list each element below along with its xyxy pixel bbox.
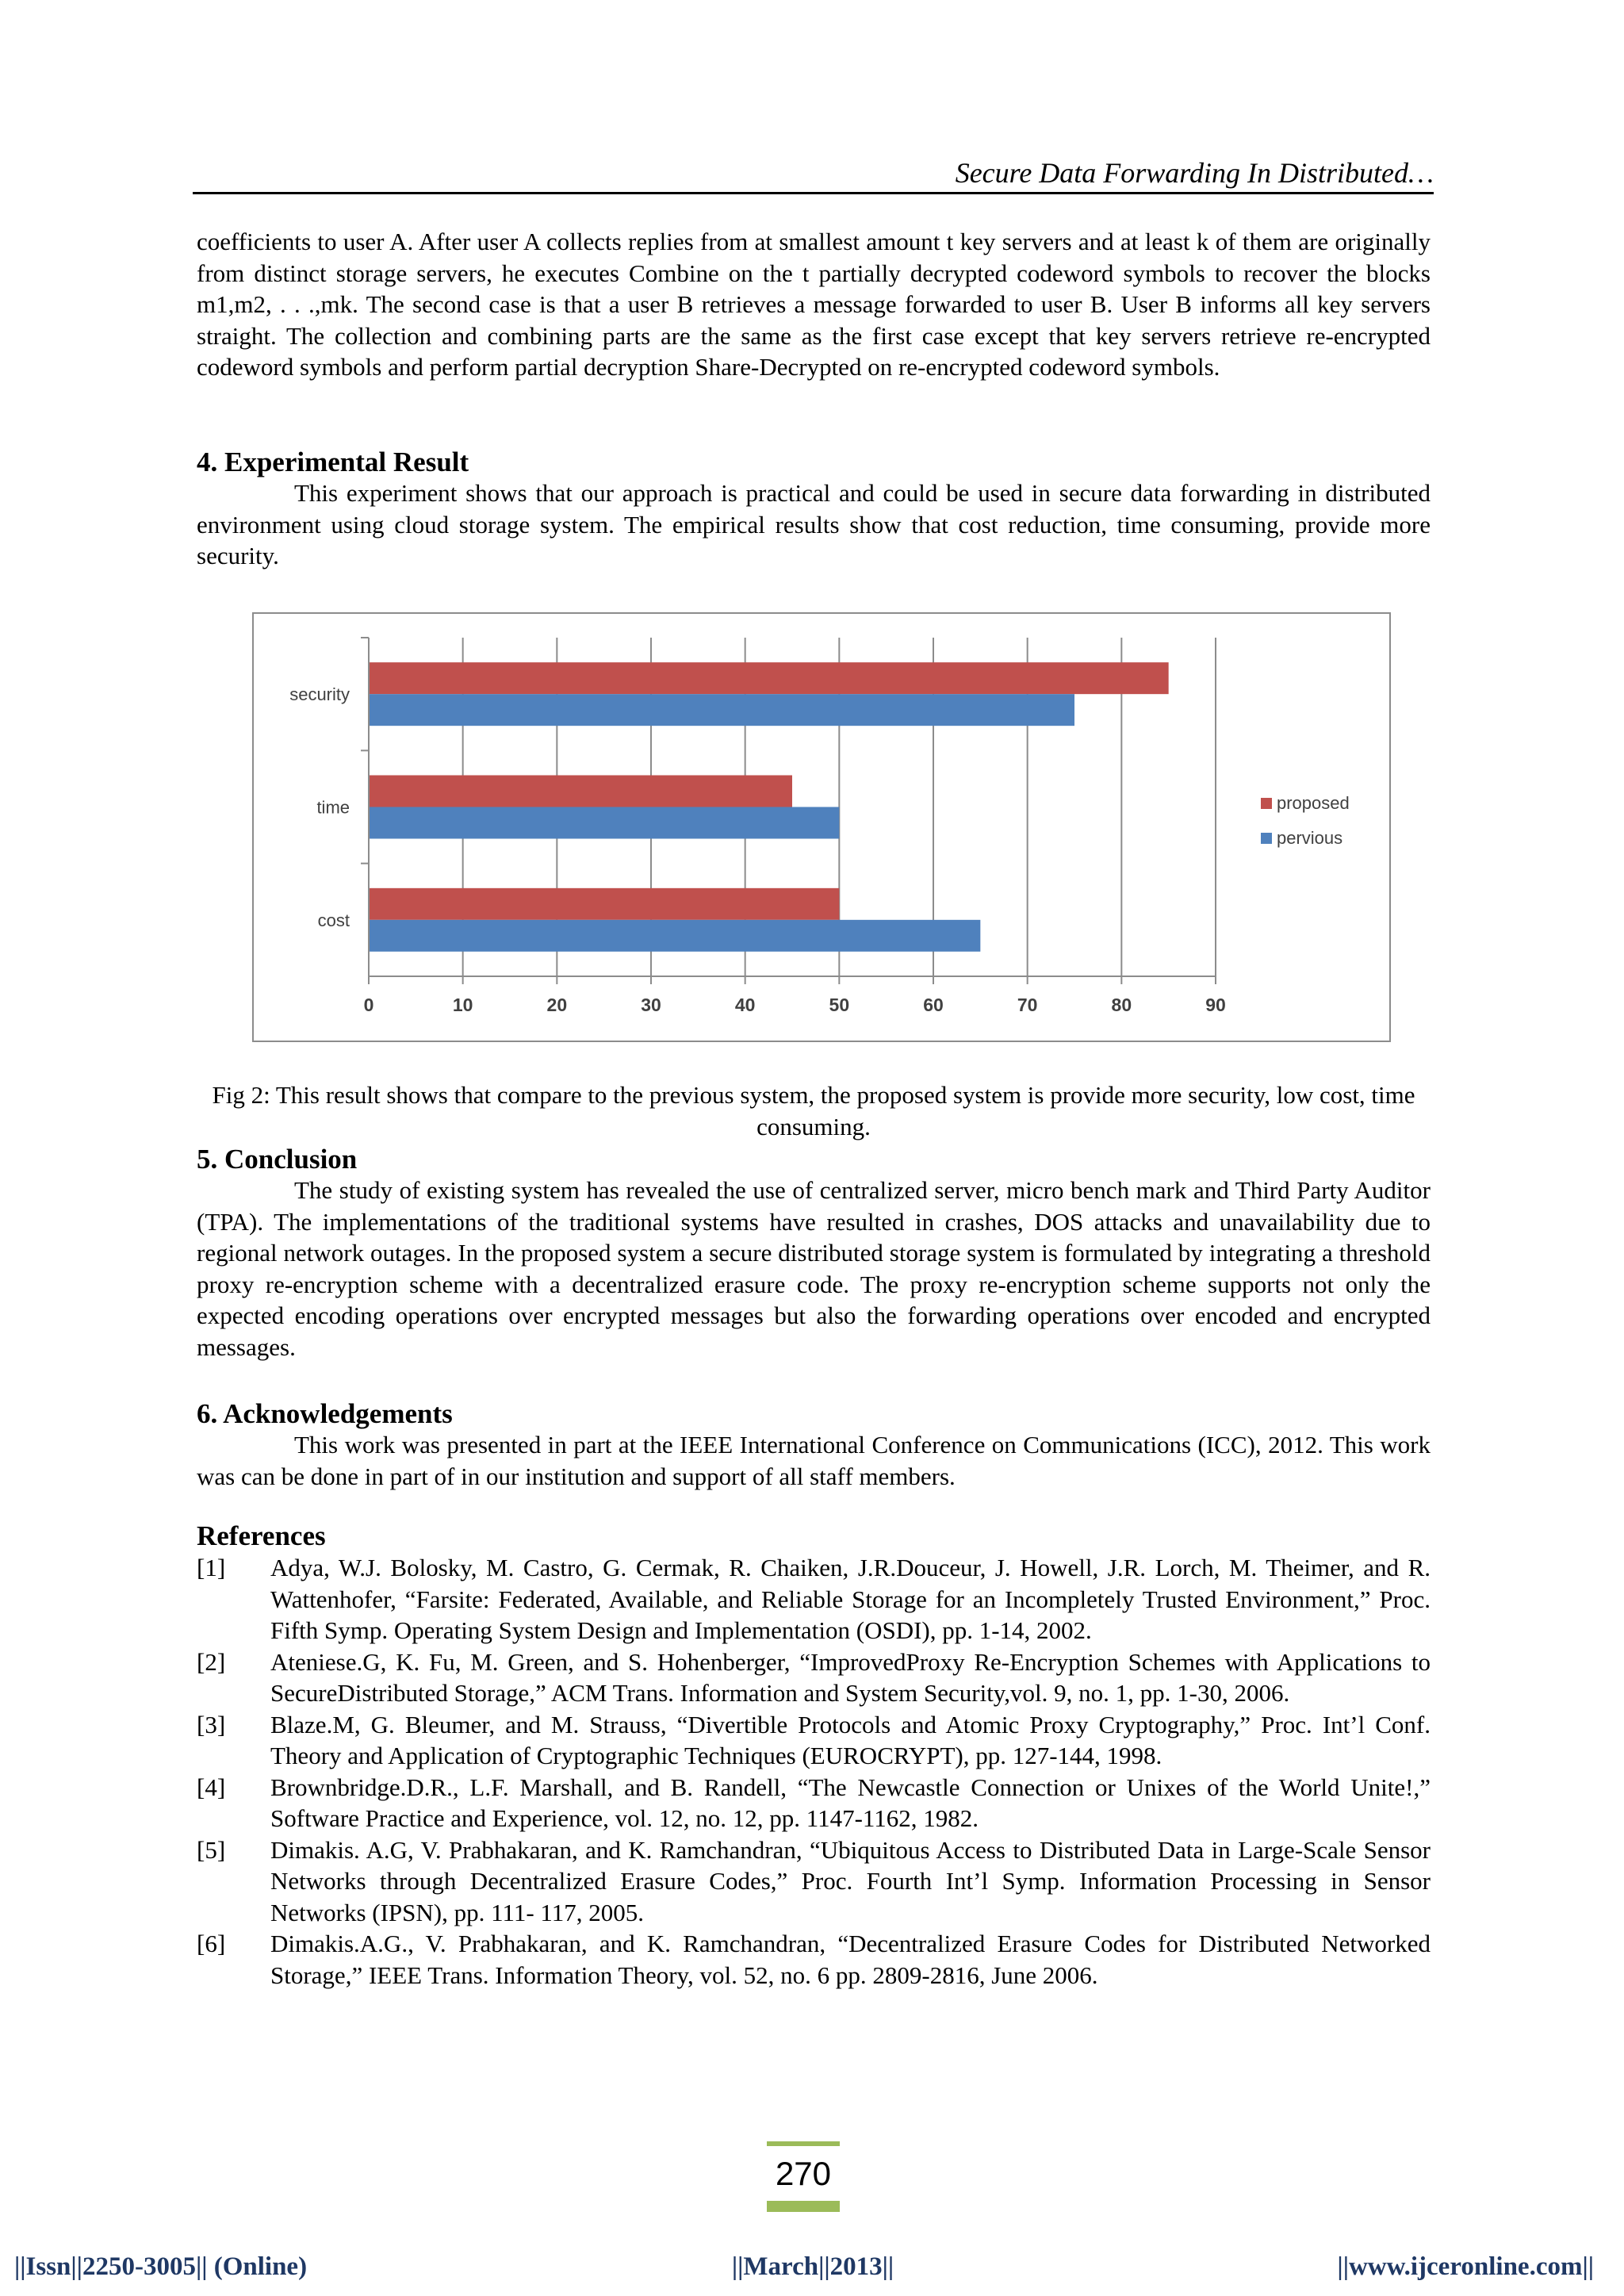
reference-number: [3] — [197, 1710, 226, 1738]
results-chart — [252, 612, 1391, 1042]
reference-text: Adya, W.J. Bolosky, M. Castro, G. Cermak, R. Chaiken, J.R.Douceur, J. Howell, J.R. Lorch, M. Theimer, and R. Wattenhofer, “Farsite: Federated, Available, and Reliable Storage for an Incompletely Trusted Environment,” Proc. Fifth Symp. Operating System Design and Implementation (OSDI), pp. 1-14, 2002. — [270, 1554, 1431, 1644]
intro-paragraph — [197, 226, 1431, 383]
reference-number: [5] — [197, 1835, 226, 1864]
x-tick-label: 80 — [1111, 995, 1132, 1015]
bar-cost-pervious — [369, 920, 980, 952]
references-list — [197, 1552, 1431, 1991]
x-tick-label: 70 — [1017, 995, 1038, 1015]
section5-text: The study of existing system has revealed the use of centralized server, micro bench mark and Third Party Auditor (TPA). The implementations of the traditional systems have resulted in crashes, DOS attacks and unavailability due to regional network outages. In the proposed system a secure distributed storage system is formulated by integrating a threshold proxy re-encryption scheme with a decentralized erasure code. The proxy re-encryption scheme supports not only the expected encoding operations over encrypted messages but also the forwarding operations over encoded and encrypted messages. — [197, 1176, 1431, 1361]
bar-time-pervious — [369, 807, 839, 839]
reference-number: [6] — [197, 1930, 226, 1957]
bar-time-proposed — [369, 776, 792, 807]
legend-swatch-proposed — [1261, 798, 1272, 809]
bar-cost-proposed — [369, 888, 839, 920]
section4-body — [197, 477, 1431, 572]
x-tick-label: 50 — [829, 995, 850, 1015]
bar-security-pervious — [369, 694, 1074, 726]
footer-issn: ||Issn||2250-3005|| (Online) — [14, 2252, 308, 2281]
x-tick-label: 60 — [923, 995, 944, 1015]
footer-date: ||March||2013|| — [731, 2252, 894, 2281]
reference-item — [197, 1552, 1431, 1646]
section6-text: This work was presented in part at the IEEE International Conference on Communications (ICC), 2012. This work was can be done in part of in our institution and support of all staff members. — [197, 1431, 1431, 1490]
section6-heading: 6. Acknowledgements — [197, 1398, 453, 1429]
reference-text: Blaze.M, G. Bleumer, and M. Strauss, “Divertible Protocols and Atomic Proxy Cryptography,” Proc. Int’l Conf. Theory and Application of Cryptographic Techniques (EUROCRYPT), pp. 127-144, 1998. — [270, 1710, 1431, 1769]
x-tick-label: 10 — [452, 995, 473, 1015]
legend-swatch-pervious — [1261, 833, 1272, 844]
x-tick-label: 0 — [363, 995, 374, 1015]
legend-label-proposed: proposed — [1277, 793, 1350, 813]
reference-item — [197, 1834, 1431, 1929]
reference-text: Ateniese.G, K. Fu, M. Green, and S. Hohenberger, “ImprovedProxy Re-Encryption Schemes with Applications to SecureDistributed Storage,” ACM Trans. Information and System Security,vol. 9, no. 1, pp. 1-30, 2006. — [270, 1647, 1431, 1707]
footer-website: ||www.ijceronline.com|| — [1337, 2252, 1594, 2281]
page-number: 270 — [775, 2155, 832, 2192]
running-title: Secure Data Forwarding In Distributed… — [955, 157, 1434, 189]
reference-item — [197, 1928, 1431, 1991]
section4-heading: 4. Experimental Result — [197, 447, 469, 477]
category-label: cost — [317, 910, 350, 930]
reference-item — [197, 1772, 1431, 1834]
legend-label-pervious: pervious — [1277, 828, 1343, 848]
section6-body — [197, 1429, 1431, 1492]
reference-item — [197, 1646, 1431, 1709]
chart-svg — [254, 614, 1389, 1041]
category-label: time — [316, 797, 350, 818]
page-number-rule-bottom — [767, 2201, 840, 2212]
bar-security-proposed — [369, 662, 1169, 694]
reference-item — [197, 1709, 1431, 1772]
reference-number: [4] — [197, 1773, 226, 1801]
x-tick-label: 20 — [546, 995, 568, 1015]
section4-text: This experiment shows that our approach is practical and could be used in secure data forwarding in distributed environment using cloud storage system. The empirical results show that cost reduction, time consuming, provide more security. — [197, 479, 1431, 569]
reference-number: [1] — [197, 1554, 226, 1581]
reference-text: Brownbridge.D.R., L.F. Marshall, and B. Randell, “The Newcastle Connection or Unixes of the World Unite!,” Software Practice and Experience, vol. 12, no. 12, pp. 1147-1162, 1982. — [270, 1773, 1431, 1832]
reference-text: Dimakis. A.G, V. Prabhakaran, and K. Ramchandran, “Ubiquitous Access to Distributed Data in Large-Scale Sensor Networks through Decentralized Erasure Codes,” Proc. Fourth Int’l Symp. Information Processing in Sensor Networks (IPSN), pp. 111- 117, 2005. — [270, 1835, 1431, 1926]
header-rule — [193, 192, 1434, 194]
section5-body — [197, 1175, 1431, 1363]
x-tick-label: 90 — [1205, 995, 1226, 1015]
reference-text: Dimakis.A.G., V. Prabhakaran, and K. Ramchandran, “Decentralized Erasure Codes for Distributed Networked Storage,” IEEE Trans. Information Theory, vol. 52, no. 6 pp. 2809-2816, June 2006. — [270, 1930, 1431, 1989]
page-number-rule-top — [767, 2141, 840, 2146]
section5-heading: 5. Conclusion — [197, 1144, 358, 1175]
figure-caption: Fig 2: This result shows that compare to the previous system, the proposed system is provide more security, low cost, time consuming. — [212, 1081, 1415, 1140]
x-tick-label: 40 — [734, 995, 756, 1015]
category-label: security — [289, 684, 350, 705]
references-heading: References — [197, 1520, 326, 1551]
reference-number: [2] — [197, 1647, 226, 1676]
x-tick-label: 30 — [641, 995, 661, 1015]
intro-text: coefficients to user A. After user A collects replies from at smallest amount t key servers and at least k of them are originally from distinct storage servers, he executes Combine on the t partially decrypted codeword symbols to recover the blocks m1,m2, . . .,mk. The second case is that a user B retrieves a message forwarded to user B. User B informs all key servers straight. The collection and combining parts are the same as the first case except that key servers retrieve re-encrypted codeword symbols and perform partial decryption Share-Decrypted on re-encrypted codeword symbols. — [197, 228, 1431, 381]
